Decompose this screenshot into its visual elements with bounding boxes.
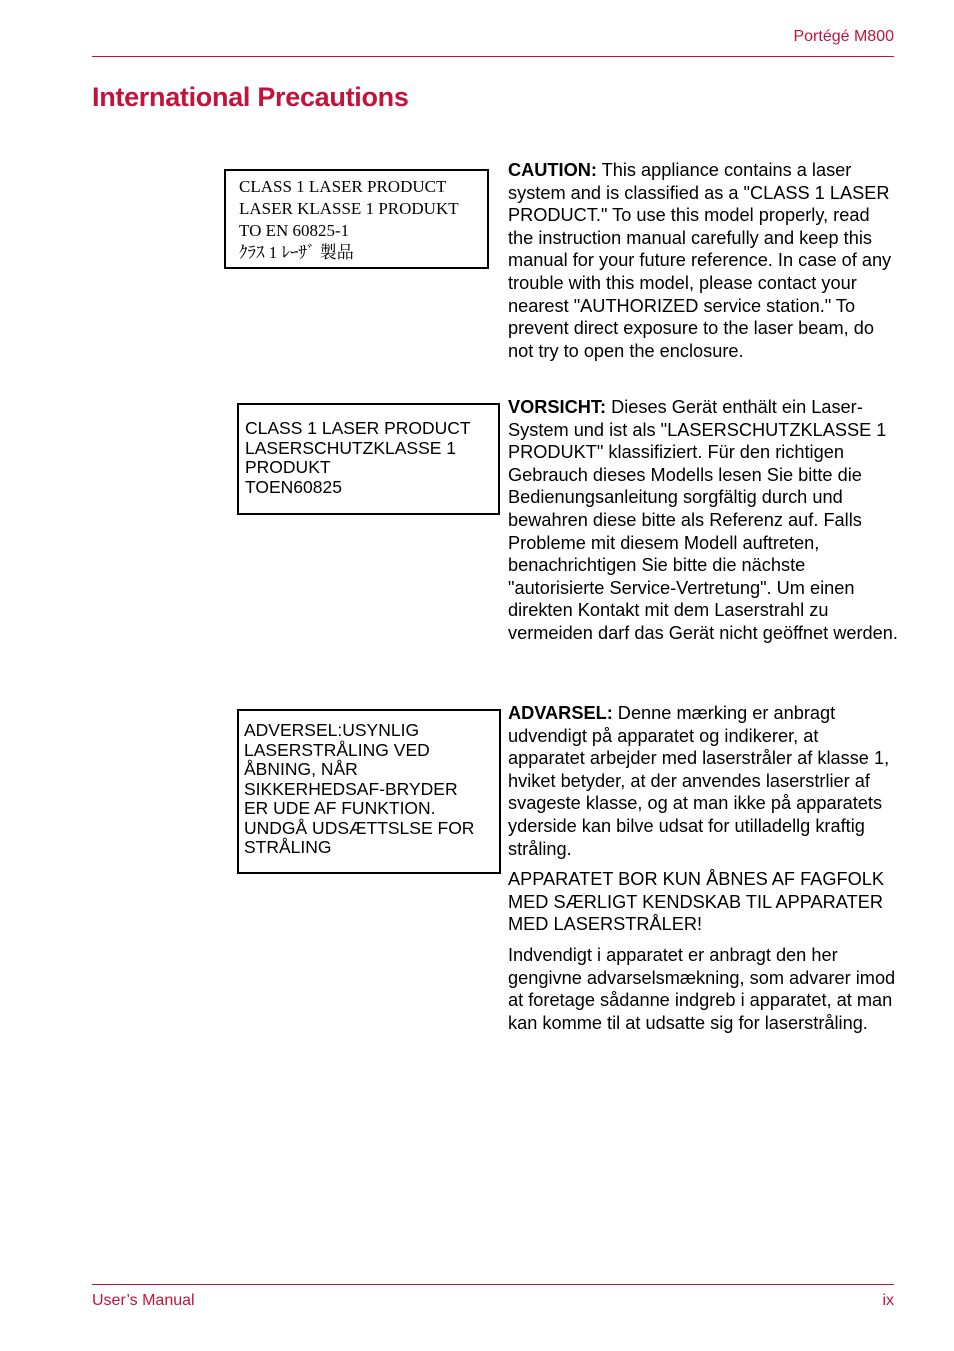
page-number: ix — [882, 1292, 894, 1309]
label-line: ｸﾗｽ 1 ﾚｰｻﾞ 製品 — [239, 243, 354, 262]
label-line: TO EN 60825-1 — [239, 221, 350, 240]
advarsel-warning: APPARATET BOR KUN ÅBNES AF FAGFOLK MED SÆRLIGT KENDSKAB TIL APPARATER MED LASERSTRÅLER! — [508, 869, 884, 935]
advarsel-text: Denne mærking er anbragt udvendigt på apparatet og indikerer, at apparatet arbejder med laserstråler af klasse 1, hviket betyder, at der anvendes laserstrlier af svageste klasse, og at man ikke på apparatets yderside kan bilve udsat for utilladellg kraftig stråling. — [508, 703, 890, 859]
label-line: ÅBNING, NÅR — [244, 759, 358, 779]
advarsel-section — [508, 702, 898, 1034]
label-line: PRODUKT — [245, 457, 331, 477]
label-line: CLASS 1 LASER PRODUCT — [245, 418, 471, 438]
label-line: LASERSTRÅLING VED — [244, 739, 430, 760]
caution-text: This appliance contains a laser system and is classified as a "CLASS 1 LASER PRODUCT." To use this model properly, read the instruction manual carefully and keep this manual for your future reference. In case of any trouble with this model, please contact your nearest "AUTHORIZED service station." To prevent direct exposure to the laser beam, do not try to open the enclosure. — [508, 160, 892, 361]
label-line: ADVERSEL:USYNLIG — [244, 720, 420, 740]
vorsicht-paragraph — [508, 396, 898, 645]
header-rule — [92, 56, 894, 57]
advarsel-paragraph — [508, 702, 898, 860]
vorsicht-lead: VORSICHT: — [508, 397, 607, 417]
label-line: CLASS 1 LASER PRODUCT — [239, 177, 447, 196]
german-laser-label — [237, 403, 500, 515]
advarsel-lead: ADVARSEL: — [508, 703, 613, 723]
vorsicht-section — [508, 396, 898, 645]
label-line: ER UDE AF FUNKTION. — [244, 798, 436, 818]
label-line: SIKKERHEDSAF-BRYDER — [244, 778, 458, 799]
danish-laser-label — [237, 709, 501, 874]
label-line: UNDGÅ UDSÆTTSLSE FOR — [244, 817, 475, 838]
caution-paragraph — [508, 159, 898, 362]
advarsel-notice: Indvendigt i apparatet er anbragt den her gengivne advarselsmækning, som advarer imod at foretage sådanne indgreb i apparatet, at man kan komme til at udsatte sig for laserstråling. — [508, 944, 896, 1033]
label-line: STRÅLING — [244, 837, 332, 857]
vorsicht-text: Dieses Gerät enthält ein Laser-System und ist als "LASERSCHUTZKLASSE 1 PRODUKT" klassifiziert. Für den richtigen Gebrauch dieses Modells lesen Sie bitte die Bedienungsanleitung sorgfältig durch und bewahren diese bitte als Referenz auf. Falls Probleme mit diesem Modell auftreten, benachrichtigen Sie bitte die nächste "autorisierte Service-Vertretung". Um einen direkten Kontakt mit dem Laserstrahl zu vermeiden darf das Gerät nicht geöffnet werden. — [508, 397, 898, 643]
header-product-name: Portégé M800 — [793, 28, 894, 45]
label-line: TOEN60825 — [245, 476, 342, 497]
footer-rule — [92, 1284, 894, 1285]
label-line: LASER KLASSE 1 PRODUKT — [239, 199, 459, 218]
label-line: LASERSCHUTZKLASSE 1 — [245, 437, 457, 458]
caution-lead: CAUTION: — [508, 160, 597, 180]
page-title: International Precautions — [92, 82, 409, 112]
class1-laser-label — [224, 169, 489, 269]
footer-manual-title: User’s Manual — [92, 1292, 195, 1309]
caution-section — [508, 159, 898, 362]
